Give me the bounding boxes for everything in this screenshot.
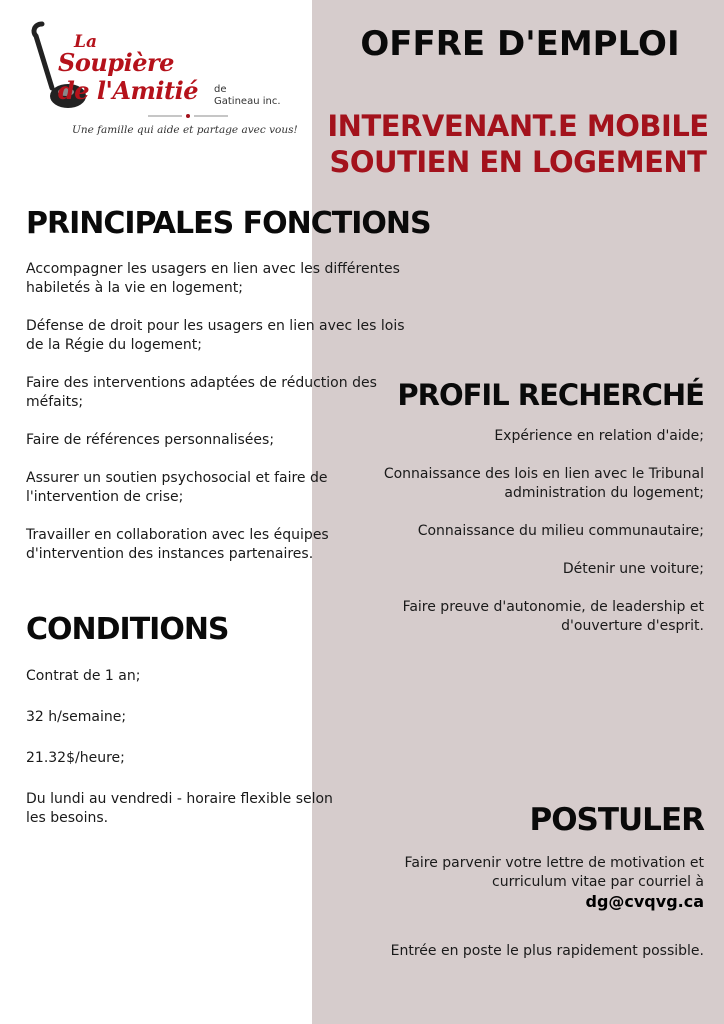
fonctions-item: Travailler en collaboration avec les équipes d'intervention des instances partenaires. (26, 527, 329, 562)
postuler-text: Faire parvenir votre lettre de motivation et curriculum vitae par courriel à (404, 855, 704, 890)
job-title-line-2: SOUTIEN EN LOGEMENT (329, 145, 707, 179)
logo-text-la: La (74, 32, 97, 52)
profil-item: Expérience en relation d'aide; (494, 428, 704, 444)
contact-email-link[interactable]: dg@cvqvg.ca (585, 892, 704, 911)
profil-item: Faire preuve d'autonomie, de leadership et d'ouverture d'esprit. (402, 599, 704, 634)
conditions-item: Du lundi au vendredi - horaire flexible selon les besoins. (26, 791, 333, 826)
conditions-item: 32 h/semaine; (26, 709, 127, 725)
profil-item: Connaissance des lois en lien avec le Tribunal administration du logement; (383, 466, 704, 501)
logo-text-amitie: de l'Amitié (58, 76, 198, 105)
fonctions-list (26, 260, 416, 583)
logo-text-gatineau: Gatineau inc. (214, 96, 281, 107)
conditions-item: 21.32$/heure; (26, 750, 125, 766)
profil-item: Connaissance du milieu communautaire; (417, 523, 704, 539)
organization-logo (28, 18, 298, 148)
page-title: OFFRE D'EMPLOI (360, 24, 680, 64)
profil-heading: PROFIL RECHERCHÉ (397, 378, 704, 412)
ornament-divider-icon (148, 112, 228, 120)
profil-item: Détenir une voiture; (562, 561, 704, 577)
postuler-instructions (354, 854, 704, 911)
job-title (318, 108, 718, 180)
fonctions-item: Défense de droit pour les usagers en lien avec les lois de la Régie du logement; (26, 318, 405, 353)
profil-list (374, 427, 704, 655)
postuler-heading: POSTULER (529, 802, 704, 838)
fonctions-item: Faire de références personnalisées; (26, 432, 275, 448)
job-title-line-1: INTERVENANT.E MOBILE (327, 109, 709, 143)
logo-text-soupiere: Soupière (58, 48, 174, 77)
conditions-list (26, 667, 376, 850)
fonctions-heading: PRINCIPALES FONCTIONS (26, 206, 431, 241)
fonctions-item: Assurer un soutien psychosocial et faire de l'intervention de crise; (26, 470, 328, 505)
logo-text-de: de (214, 84, 227, 95)
conditions-item: Contrat de 1 an; (26, 668, 141, 684)
start-date-note: Entrée en poste le plus rapidement possible. (390, 943, 704, 959)
logo-tagline: Une famille qui aide et partage avec vous! (72, 124, 298, 136)
fonctions-item: Faire des interventions adaptées de réduction des méfaits; (26, 375, 377, 410)
fonctions-item: Accompagner les usagers en lien avec les différentes habiletés à la vie en logement; (26, 261, 400, 296)
conditions-heading: CONDITIONS (26, 612, 229, 647)
